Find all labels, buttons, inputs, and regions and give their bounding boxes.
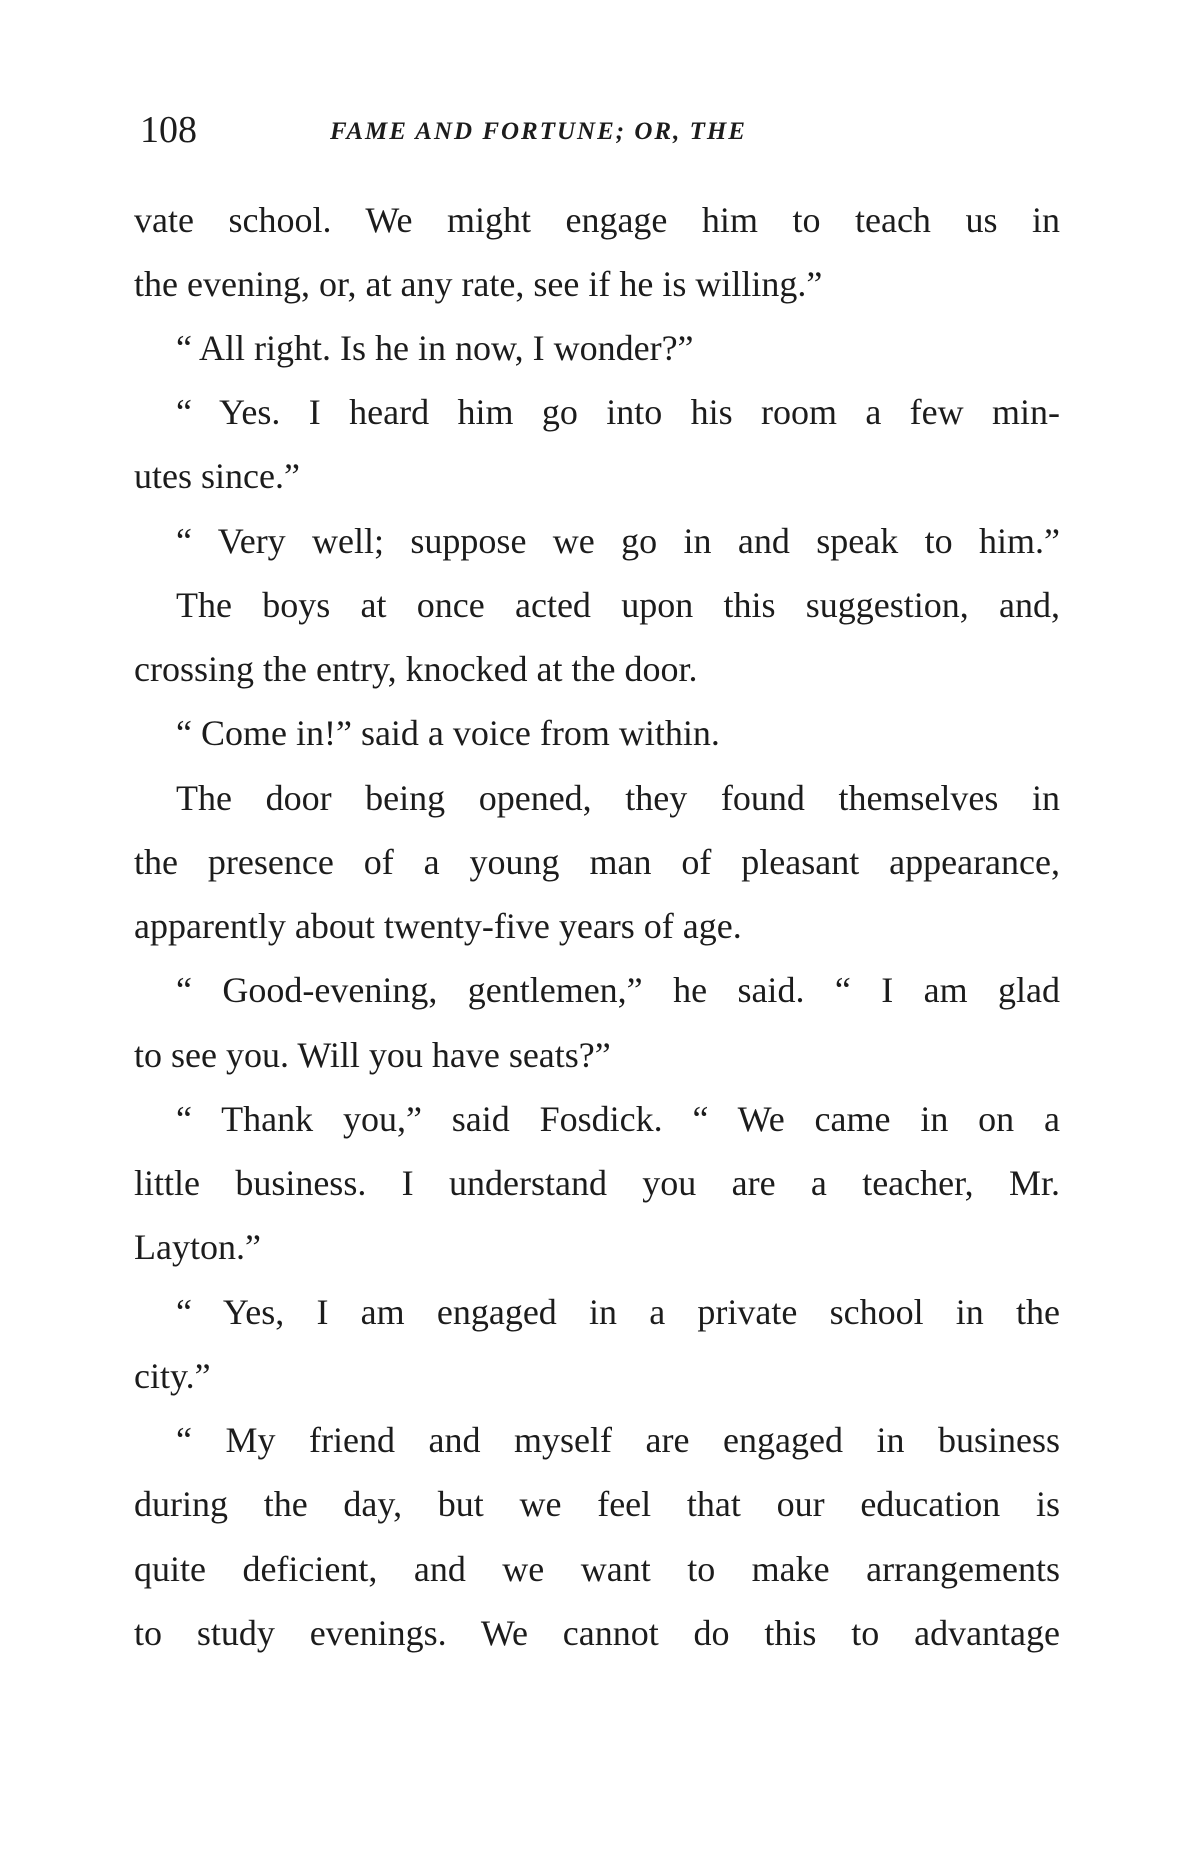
text-line: apparently about twenty-five years of age. (134, 906, 742, 946)
text-line: during the day, but we feel that our education is (134, 1484, 1060, 1524)
text-line: “ Thank you,” said Fosdick. “ We came in on a (176, 1099, 1060, 1139)
text-line: vate school. We might engage him to teach us in (134, 200, 1060, 240)
text-line: The boys at once acted upon this suggestion, and, (176, 585, 1060, 625)
text-line: to see you. Will you have seats?” (134, 1035, 611, 1075)
text-line: quite deficient, and we want to make arrangements (134, 1549, 1060, 1589)
text-line: “ My friend and myself are engaged in business (176, 1420, 1060, 1460)
text-line: the presence of a young man of pleasant appearance, (134, 842, 1060, 882)
running-head (140, 100, 1060, 160)
text-line: “ Yes. I heard him go into his room a few min- (176, 392, 1060, 432)
text-line: “ Yes, I am engaged in a private school in the (176, 1292, 1060, 1332)
text-line: utes since.” (134, 456, 300, 496)
text-line: to study evenings. We cannot do this to advantage (134, 1613, 1060, 1653)
text-line: crossing the entry, knocked at the door. (134, 649, 698, 689)
text-line: city.” (134, 1356, 211, 1396)
text-line: “ Come in!” said a voice from within. (176, 713, 720, 753)
running-title: FAME AND FORTUNE; OR, THE (330, 118, 747, 145)
text-line: The door being opened, they found themselves in (176, 778, 1060, 818)
page-number: 108 (140, 109, 197, 151)
text-line: “ All right. Is he in now, I wonder?” (176, 328, 694, 368)
text-line: the evening, or, at any rate, see if he is willing.” (134, 264, 823, 304)
text-line: “ Very well; suppose we go in and speak to him.” (176, 521, 1060, 561)
text-line: Layton.” (134, 1227, 261, 1267)
text-line: “ Good-evening, gentlemen,” he said. “ I am glad (176, 970, 1060, 1010)
text-line: little business. I understand you are a teacher, Mr. (134, 1163, 1060, 1203)
